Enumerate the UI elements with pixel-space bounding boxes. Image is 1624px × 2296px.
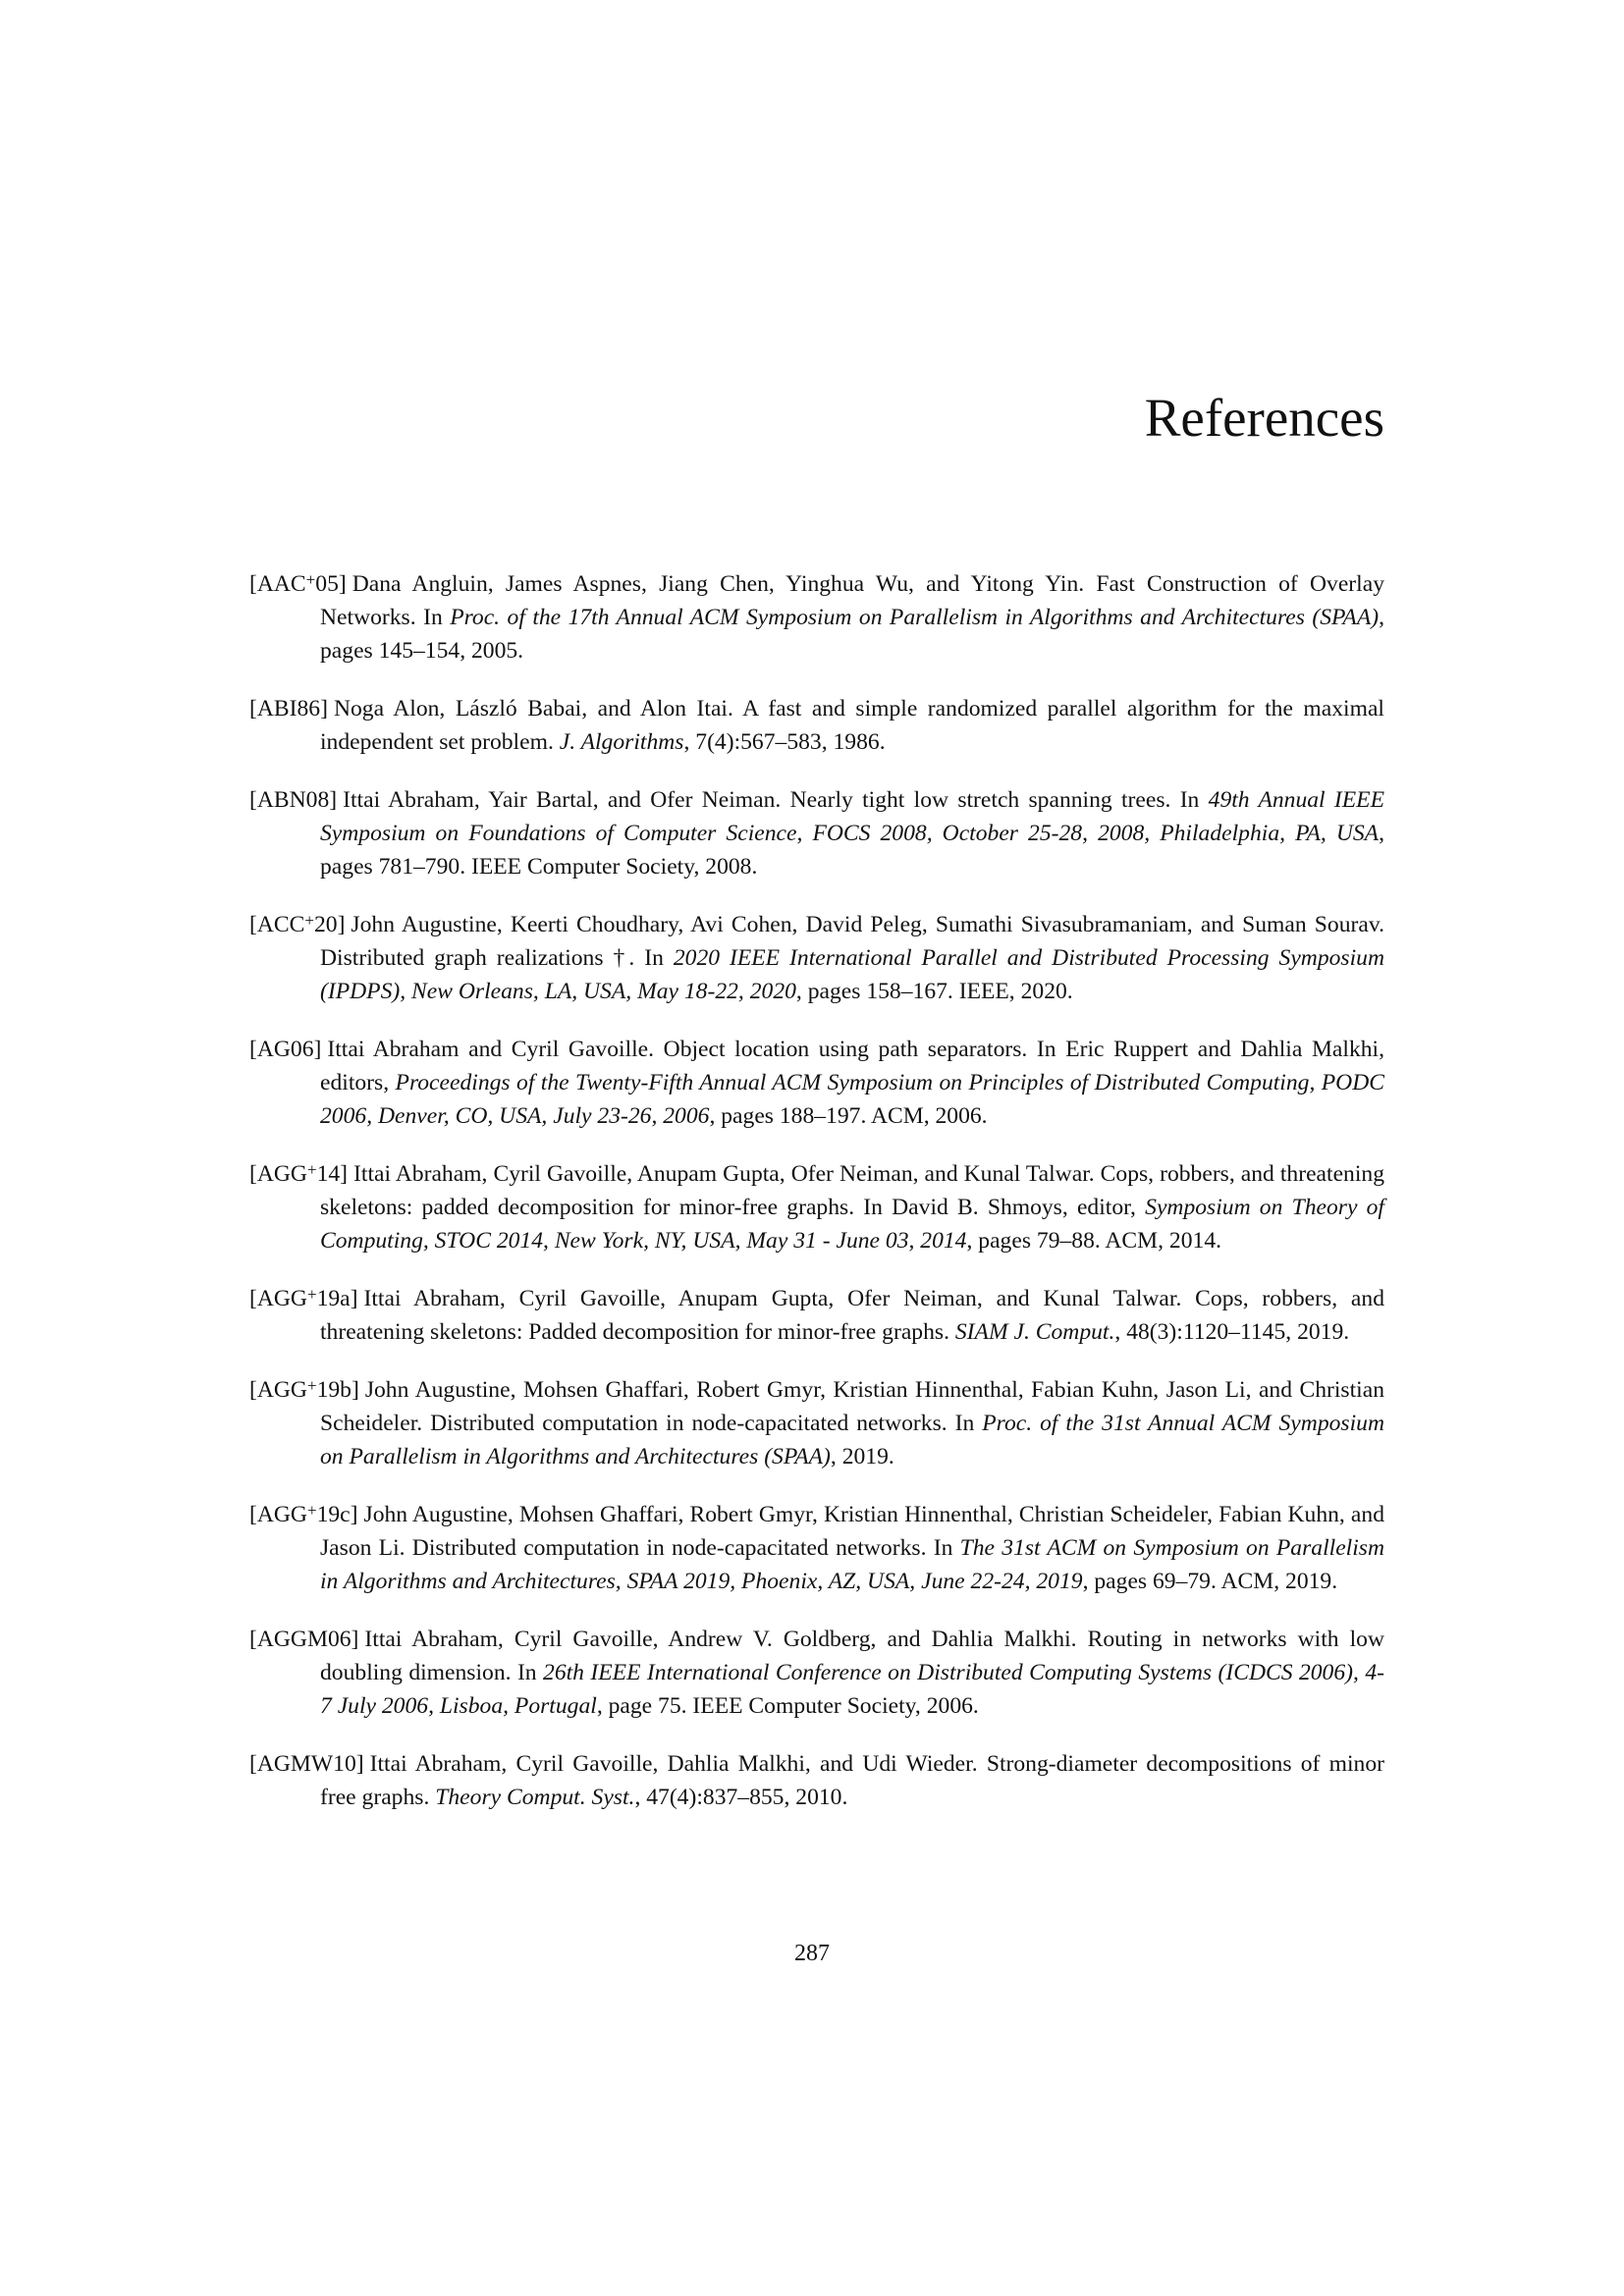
citation-key: [ACC+20] xyxy=(249,911,346,937)
reference-details: , page 75. IEEE Computer Society, 2006. xyxy=(596,1693,979,1719)
reference-authors-title: John Augustine, Mohsen Ghaffari, Robert Gmyr, Kristian Hinnenthal, Christian Scheideler, Fabian Kuhn, and Jason Li. Distributed computation in node-capacitated networks. In xyxy=(320,1502,1384,1561)
citation-key: [AGMW10] xyxy=(249,1751,364,1777)
reference-authors-title: Ittai Abraham, Cyril Gavoille, Anupam Gupta, Ofer Neiman, and Kunal Talwar. Cops, robbers, and threatening skeletons: Padded decomposition for minor-free graphs. xyxy=(320,1286,1384,1345)
citation-key: [AGG+14] xyxy=(249,1160,349,1187)
reference-venue: SIAM J. Comput. xyxy=(954,1319,1115,1345)
reference-entry xyxy=(249,1498,1384,1598)
reference-entry xyxy=(249,692,1384,759)
reference-details: , pages 781–790. IEEE Computer Society, 2008. xyxy=(320,821,1384,880)
citation-key: [AGG+19c] xyxy=(249,1501,358,1527)
reference-authors-title: Ittai Abraham, Cyril Gavoille, Dahlia Malkhi, and Udi Wieder. Strong-diameter decompositions of minor free graphs. xyxy=(320,1751,1384,1810)
citation-key: [AGG+19b] xyxy=(249,1376,359,1403)
reference-venue: J. Algorithms xyxy=(559,729,684,755)
reference-venue: 2020 IEEE International Parallel and Distributed Processing Symposium (IPDPS), New Orleans, LA, USA, May 18-22, 2020 xyxy=(320,945,1385,1004)
reference-authors-title: Ittai Abraham and Cyril Gavoille. Object location using path separators. In Eric Ruppert and Dahlia Malkhi, editors, xyxy=(320,1037,1384,1095)
reference-entry xyxy=(249,1157,1384,1257)
reference-details: , pages 188–197. ACM, 2006. xyxy=(709,1103,988,1129)
reference-authors-title: Dana Angluin, James Aspnes, Jiang Chen, Yinghua Wu, and Yitong Yin. Fast Construction of Overlay Networks. In xyxy=(320,571,1384,630)
reference-venue: The 31st ACM on Symposium on Parallelism in Algorithms and Architectures, SPAA 2019, Phoenix, AZ, USA, June 22-24, 2019 xyxy=(320,1535,1384,1594)
citation-key: [AAC+05] xyxy=(249,570,347,597)
reference-list xyxy=(249,567,1384,1839)
reference-authors-title: Noga Alon, László Babai, and Alon Itai. A fast and simple randomized parallel algorithm for the maximal independent set problem. xyxy=(320,696,1384,755)
reference-entry xyxy=(249,783,1384,883)
reference-entry xyxy=(249,1623,1384,1723)
reference-details: , pages 79–88. ACM, 2014. xyxy=(966,1228,1222,1254)
reference-details: , 47(4):837–855, 2010. xyxy=(634,1785,848,1810)
reference-authors-title: John Augustine, Keerti Choudhary, Avi Cohen, David Peleg, Sumathi Sivasubramaniam, and Suman Sourav. Distributed graph realizations †. In xyxy=(320,912,1384,971)
reference-entry xyxy=(249,908,1384,1008)
reference-details: , 2019. xyxy=(830,1444,894,1469)
reference-venue: 49th Annual IEEE Symposium on Foundations of Computer Science, FOCS 2008, October 25-28, 2008, Philadelphia, PA, USA xyxy=(320,787,1384,846)
reference-authors-title: Ittai Abraham, Cyril Gavoille, Anupam Gupta, Ofer Neiman, and Kunal Talwar. Cops, robbers, and threatening skeletons: padded decomposition for minor-free graphs. In David B. Shmoys, editor, xyxy=(320,1161,1384,1220)
reference-details: , pages 158–167. IEEE, 2020. xyxy=(795,979,1073,1004)
reference-entry xyxy=(249,567,1384,667)
reference-venue: Theory Comput. Syst. xyxy=(435,1785,635,1810)
reference-details: , 7(4):567–583, 1986. xyxy=(683,729,886,755)
citation-key: [ABN08] xyxy=(249,787,338,813)
reference-venue: Proceedings of the Twenty-Fifth Annual ACM Symposium on Principles of Distributed Computing, PODC 2006, Denver, CO, USA, July 23-26, 2006 xyxy=(320,1070,1384,1129)
citation-key: [AGGM06] xyxy=(249,1627,359,1652)
reference-details: , pages 145–154, 2005. xyxy=(320,605,1384,664)
reference-details: , pages 69–79. ACM, 2019. xyxy=(1082,1569,1338,1594)
reference-authors-title: Ittai Abraham, Cyril Gavoille, Andrew V. Goldberg, and Dahlia Malkhi. Routing in networks with low doubling dimension. In xyxy=(320,1627,1384,1685)
reference-entry xyxy=(249,1033,1384,1133)
reference-entry xyxy=(249,1747,1384,1814)
citation-key: [AG06] xyxy=(249,1037,322,1062)
reference-venue: 26th IEEE International Conference on Distributed Computing Systems (ICDCS 2006), 4-7 July 2006, Lisboa, Portugal xyxy=(320,1660,1384,1719)
reference-venue: Proc. of the 31st Annual ACM Symposium on Parallelism in Algorithms and Architectures (SPAA) xyxy=(320,1411,1384,1469)
page-title: References xyxy=(1144,388,1384,448)
reference-venue: Symposium on Theory of Computing, STOC 2014, New York, NY, USA, May 31 - June 03, 2014 xyxy=(320,1195,1384,1254)
reference-details: , 48(3):1120–1145, 2019. xyxy=(1114,1319,1350,1345)
reference-entry xyxy=(249,1282,1384,1349)
reference-entry xyxy=(249,1373,1384,1473)
page-number: 287 xyxy=(794,1941,830,1966)
citation-key: [AGG+19a] xyxy=(249,1285,358,1311)
reference-authors-title: John Augustine, Mohsen Ghaffari, Robert Gmyr, Kristian Hinnenthal, Fabian Kuhn, Jason Li, and Christian Scheideler. Distributed computation in node-capacitated networks. In xyxy=(320,1377,1384,1436)
reference-venue: Proc. of the 17th Annual ACM Symposium on Parallelism in Algorithms and Architectures (SPAA) xyxy=(450,605,1380,630)
citation-key: [ABI86] xyxy=(249,696,328,721)
reference-authors-title: Ittai Abraham, Yair Bartal, and Ofer Neiman. Nearly tight low stretch spanning trees. In xyxy=(343,787,1209,813)
